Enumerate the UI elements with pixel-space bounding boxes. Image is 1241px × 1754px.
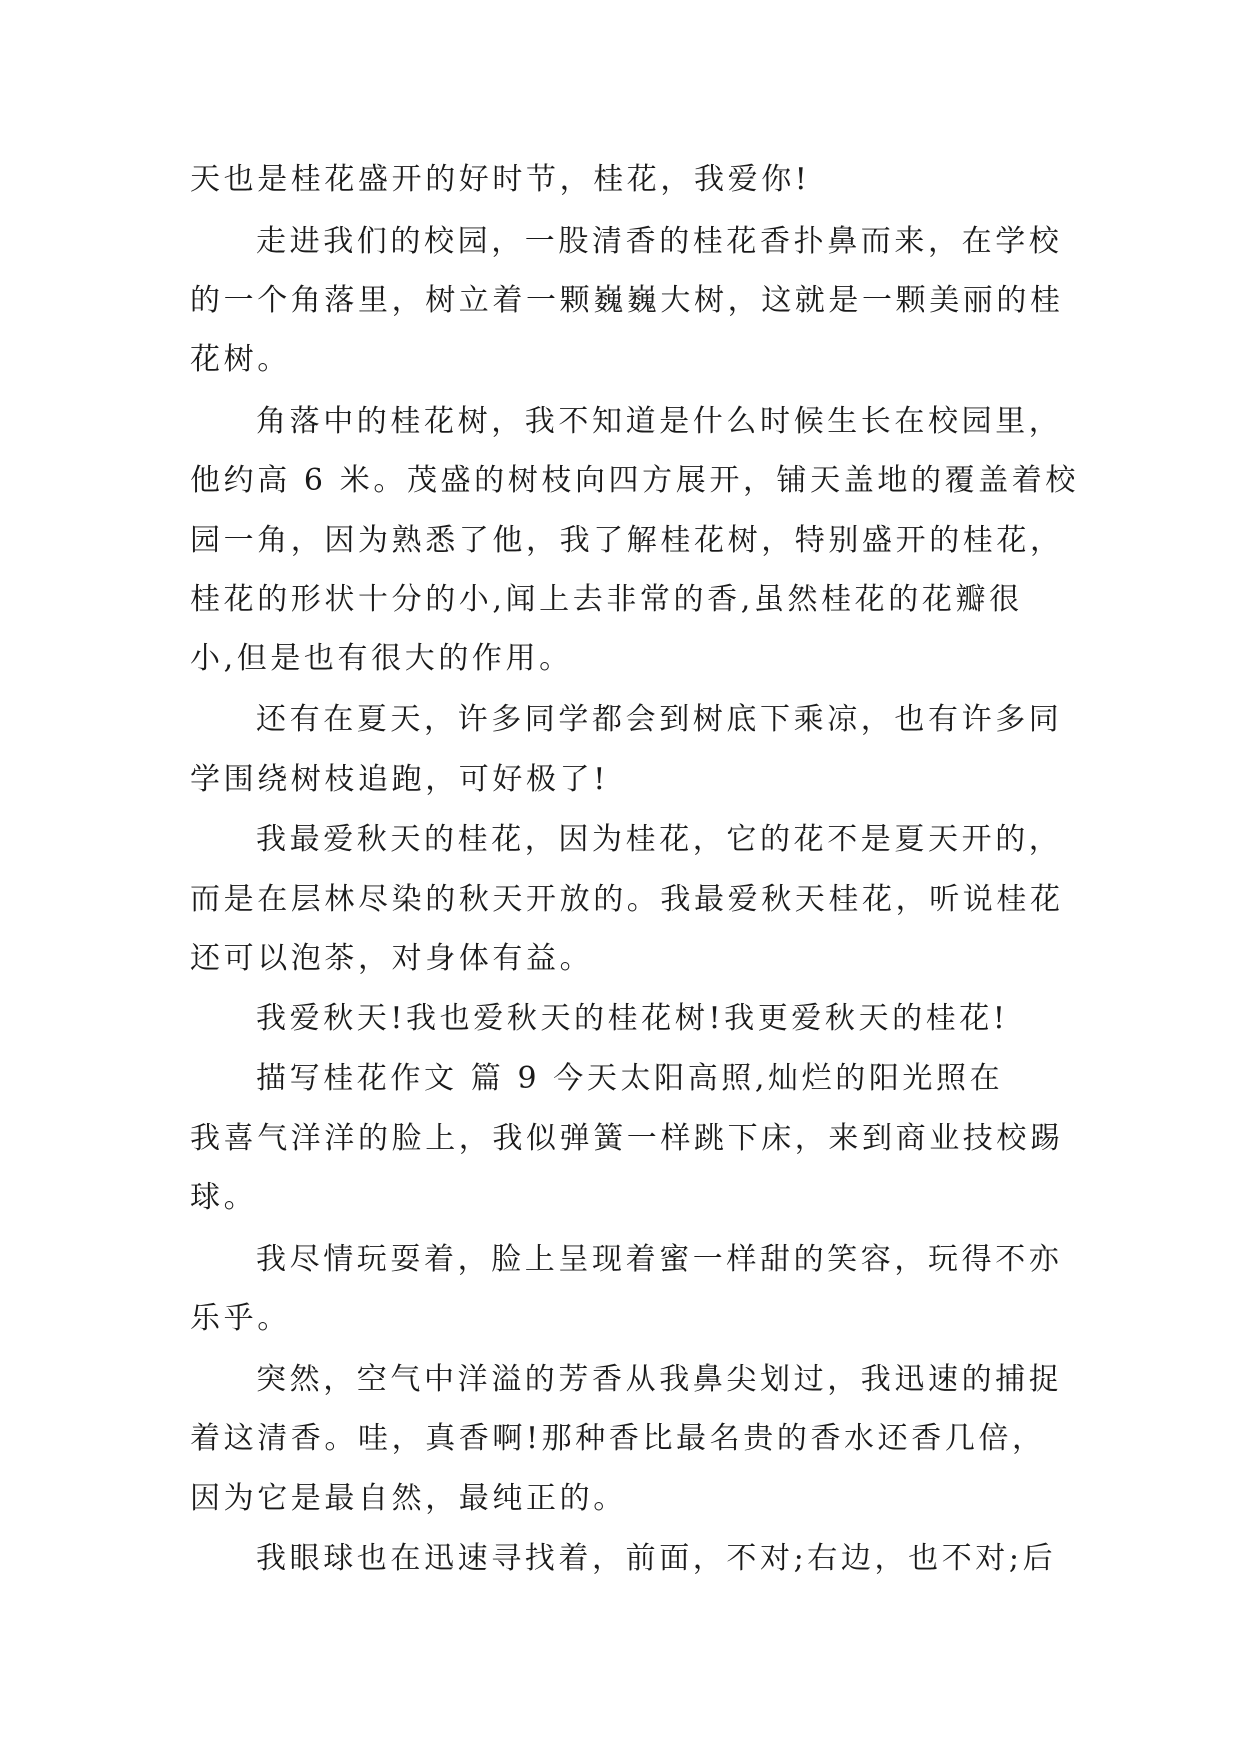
text-line: 还有在夏天，许多同学都会到树底下乘凉，也有许多同 bbox=[256, 702, 1063, 737]
text-line: 突然，空气中洋溢的芳香从我鼻尖划过，我迅速的捕捉 bbox=[256, 1362, 1063, 1397]
text-line: 因为它是最自然，最纯正的。 bbox=[190, 1481, 627, 1516]
text-line: 乐乎。 bbox=[190, 1301, 291, 1336]
text-line: 花树。 bbox=[190, 342, 291, 377]
text-line: 而是在层林尽染的秋天开放的。我最爱秋天桂花，听说桂花 bbox=[190, 882, 1064, 917]
text-line: 学围绕树枝追跑，可好极了! bbox=[190, 762, 609, 797]
text-line: 我喜气洋洋的脸上，我似弹簧一样跳下床，来到商业技校踢 bbox=[190, 1121, 1064, 1156]
text-line: 描写桂花作文 篇 9 今天太阳高照,灿烂的阳光照在 bbox=[256, 1061, 1004, 1096]
text-line: 走进我们的校园，一股清香的桂花香扑鼻而来，在学校 bbox=[256, 224, 1063, 259]
text-line: 的一个角落里，树立着一颗巍巍大树，这就是一颗美丽的桂 bbox=[190, 283, 1064, 318]
text-line: 还可以泡茶，对身体有益。 bbox=[190, 941, 594, 976]
text-line: 球。 bbox=[190, 1180, 258, 1215]
text-line: 我爱秋天!我也爱秋天的桂花树!我更爱秋天的桂花! bbox=[256, 1001, 1009, 1036]
text-line: 小,但是也有很大的作用。 bbox=[190, 641, 573, 676]
text-line: 他约高 6 米。茂盛的树枝向四方展开，铺天盖地的覆盖着校 bbox=[190, 463, 1079, 498]
text-line: 角落中的桂花树，我不知道是什么时候生长在校园里， bbox=[256, 404, 1063, 439]
text-line: 园一角，因为熟悉了他，我了解桂花树，特别盛开的桂花， bbox=[190, 523, 1064, 558]
text-line: 桂花的形状十分的小,闻上去非常的香,虽然桂花的花瓣很 bbox=[190, 582, 1023, 617]
text-line: 我尽情玩耍着，脸上呈现着蜜一样甜的笑容，玩得不亦 bbox=[256, 1242, 1063, 1277]
text-line: 天也是桂花盛开的好时节，桂花，我爱你! bbox=[190, 162, 811, 197]
text-line: 着这清香。哇，真香啊!那种香比最名贵的香水还香几倍， bbox=[190, 1421, 1046, 1456]
text-line: 我眼球也在迅速寻找着，前面，不对;右边，也不对;后 bbox=[256, 1541, 1057, 1576]
text-line: 我最爱秋天的桂花，因为桂花，它的花不是夏天开的， bbox=[256, 822, 1063, 857]
